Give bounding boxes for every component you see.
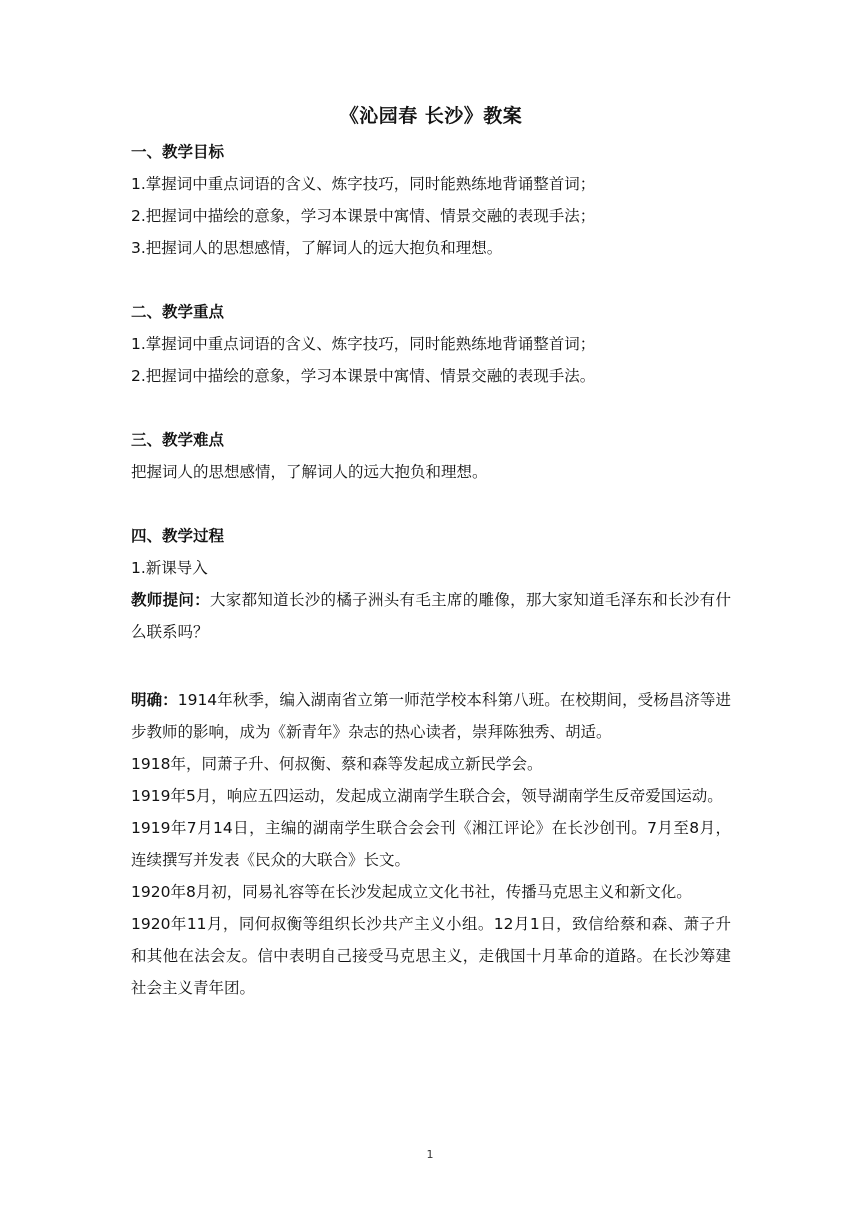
event-item: 1919年5月，响应五四运动，发起成立湖南学生联合会，领导湖南学生反帝爱国运动。: [131, 787, 723, 805]
teacher-question: [131, 584, 731, 648]
spacer: [131, 648, 731, 684]
spacer: [131, 264, 731, 296]
question-label: 教师提问：: [131, 591, 210, 609]
event-item: 1918年，同萧子升、何叔衡、蔡和森等发起成立新民学会。: [131, 755, 543, 773]
answer-paragraph: [131, 684, 731, 748]
section-heading-process: 四、教学过程: [131, 527, 225, 545]
page-number: 1: [426, 1148, 434, 1161]
question-text: 大家都知道长沙的橘子洲头有毛主席的雕像，那大家知道毛泽东和长沙有什么联系吗？: [131, 591, 731, 641]
key-point-item: 1.掌握词中重点词语的含义、炼字技巧，同时能熟练地背诵整首词；: [131, 335, 596, 353]
objective-item: 2.把握词中描绘的意象，学习本课景中寓情、情景交融的表现手法；: [131, 207, 596, 225]
section-heading-difficulties: 三、教学难点: [131, 431, 225, 449]
document-title: 《沁园春 长沙》教案: [339, 105, 523, 127]
event-item: 1920年8月初，同易礼容等在长沙发起成立文化书社，传播马克思主义和新文化。: [131, 883, 692, 901]
event-item: 1920年11月，同何叔衡等组织长沙共产主义小组。12月1日，致信给蔡和森、萧子升和其他在法会友。信中表明自己接受马克思主义，走俄国十月革命的道路。在长沙筹建社会主义青年团。: [131, 915, 731, 997]
objective-item: 3.把握词人的思想感情，了解词人的远大抱负和理想。: [131, 239, 503, 257]
section-objectives: [131, 136, 731, 264]
spacer: [131, 392, 731, 424]
answer-text: 1914年秋季，编入湖南省立第一师范学校本科第八班。在校期间，受杨昌济等进步教师的影响，成为《新青年》杂志的热心读者，崇拜陈独秀、胡适。: [131, 691, 731, 741]
key-point-item: 2.把握词中描绘的意象，学习本课景中寓情、情景交融的表现手法。: [131, 367, 596, 385]
answer-label: 明确：: [131, 691, 178, 709]
event-item: 1919年7月14日，主编的湖南学生联合会会刊《湘江评论》在长沙创刊。7月至8月，连续撰写并发表《民众的大联合》长文。: [131, 819, 731, 869]
section-heading-objectives: 一、教学目标: [131, 143, 225, 161]
difficulty-text: 把握词人的思想感情，了解词人的远大抱负和理想。: [131, 463, 488, 481]
section-heading-key-points: 二、教学重点: [131, 303, 225, 321]
document-body: [131, 96, 731, 1004]
section-process: [131, 520, 731, 1004]
spacer: [131, 488, 731, 520]
section-difficulties: [131, 424, 731, 488]
section-key-points: [131, 296, 731, 392]
objective-item: 1.掌握词中重点词语的含义、炼字技巧，同时能熟练地背诵整首词；: [131, 175, 596, 193]
process-step: 1.新课导入: [131, 559, 208, 577]
